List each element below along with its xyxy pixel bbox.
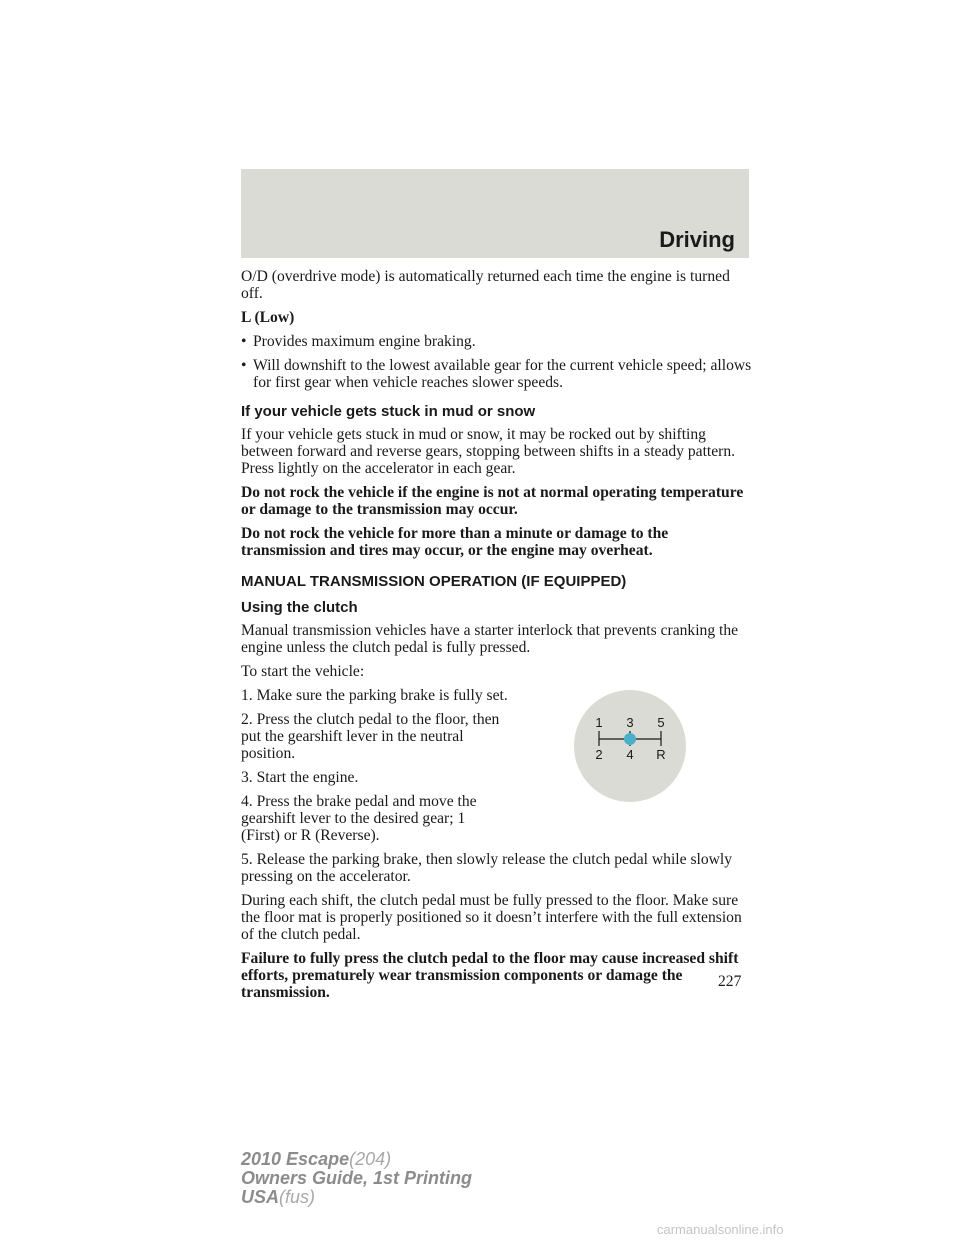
watermark: carmanualsonline.info [657, 1222, 784, 1237]
gear-label-5: 5 [657, 715, 665, 730]
paragraph-stuck: If your vehicle gets stuck in mud or snow, it may be rocked out by shifting between forward and reverse gears, stopping between shifts in a steady pattern. Press lightly on the accelerator in each gear. [241, 426, 736, 477]
bullet-icon: • [241, 357, 247, 374]
paragraph-shift: During each shift, the clutch pedal must be fully pressed to the floor. Make sure the floor mat is properly positioned so it doesn’t interfere with the full extension of the clutch pedal. [241, 892, 742, 943]
list-item [241, 333, 753, 350]
gear-label-1: 1 [595, 715, 603, 730]
page-content [241, 268, 753, 1008]
page-number: 227 [718, 973, 742, 990]
paragraph-overdrive: O/D (overdrive mode) is automatically returned each time the engine is turned off. [241, 268, 730, 302]
step-1: 1. Make sure the parking brake is fully set. [241, 687, 508, 704]
step-5: 5. Release the parking brake, then slowly release the clutch pedal while slowly pressing on the accelerator. [241, 851, 733, 885]
footer-line-3 [241, 1188, 472, 1207]
bullet-text: Provides maximum engine braking. [253, 333, 476, 350]
list-item [241, 357, 753, 391]
bullet-text: Will downshift to the lowest available gear for the current vehicle speed; allows for first gear when vehicle reaches slower speeds. [253, 357, 752, 391]
gearshift-pattern-diagram [573, 689, 687, 803]
clutch-heading: Using the clutch [241, 599, 358, 616]
gear-label-4: 4 [626, 747, 634, 762]
manual-transmission-heading: MANUAL TRANSMISSION OPERATION (IF EQUIPPED) [241, 573, 627, 590]
warning-rock-duration: Do not rock the vehicle for more than a minute or damage to the transmission and tires may occur, or the engine may overheat. [241, 525, 669, 559]
section-header-bar [241, 169, 749, 258]
step-4: 4. Press the brake pedal and move the gearshift lever to the desired gear; 1 (First) or R (Reverse). [241, 793, 477, 844]
footer [241, 1150, 472, 1207]
paragraph-clutch: Manual transmission vehicles have a starter interlock that prevents cranking the engine unless the clutch pedal is fully pressed. [241, 622, 739, 656]
neutral-position-dot [624, 733, 636, 745]
gear-label-3: 3 [626, 715, 634, 730]
stuck-heading: If your vehicle gets stuck in mud or snow [241, 403, 536, 420]
section-title: Driving [659, 227, 735, 252]
footer-region-code: (fus) [279, 1187, 316, 1207]
footer-line-2: Owners Guide, 1st Printing [241, 1168, 473, 1188]
warning-rock-temperature: Do not rock the vehicle if the engine is not at normal operating temperature or damage to the transmission may occur. [241, 484, 744, 518]
warning-clutch: Failure to fully press the clutch pedal to the floor may cause increased shift efforts, prematurely wear transmission components or damage the transmission. [241, 950, 739, 1001]
footer-model-code: (204) [349, 1149, 392, 1169]
footer-line-1 [241, 1150, 472, 1169]
low-heading: L (Low) [241, 309, 295, 326]
step-3: 3. Start the engine. [241, 769, 359, 786]
step-2: 2. Press the clutch pedal to the floor, then put the gearshift lever in the neutral position. [241, 711, 500, 762]
bullet-icon: • [241, 333, 247, 350]
start-intro: To start the vehicle: [241, 663, 365, 680]
footer-model: 2010 Escape [241, 1149, 350, 1169]
footer-region: USA [241, 1187, 280, 1207]
gear-label-2: 2 [595, 747, 603, 762]
gear-label-reverse: R [656, 747, 666, 762]
